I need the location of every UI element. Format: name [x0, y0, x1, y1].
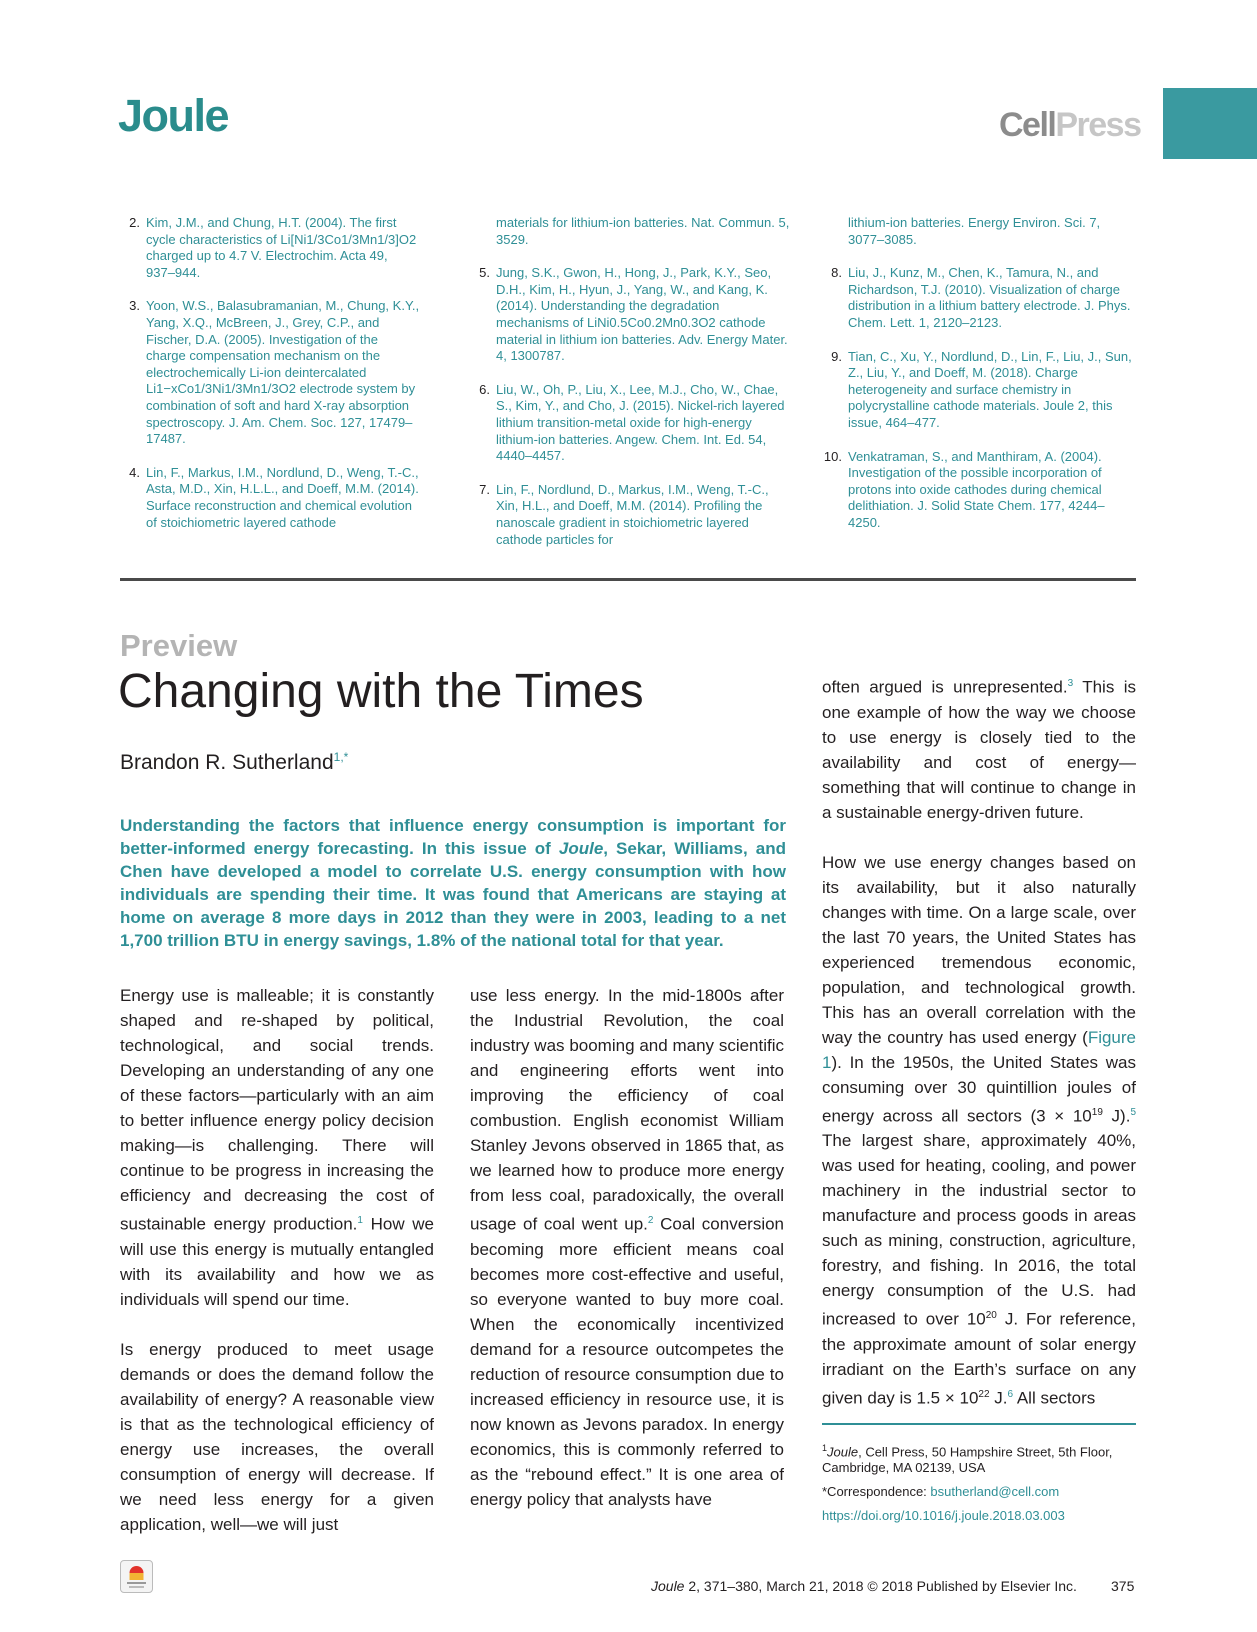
- page-number: 375: [1111, 1578, 1135, 1594]
- reference-text: Liu, J., Kunz, M., Chen, K., Tamura, N., and Richardson, T.J. (2010). Visualization of charge distribution in a lithium battery electrode. J. Phys. Chem. Lett. 1, 2120–2123.: [848, 265, 1131, 330]
- footer-citation: [651, 1578, 1077, 1594]
- reference-item[interactable]: [120, 465, 420, 531]
- reference-item[interactable]: [470, 482, 790, 548]
- section-label: Preview: [120, 628, 238, 663]
- reference-text: Lin, F., Nordlund, D., Markus, I.M., Weng, T.-C., Xin, H.L., and Doeff, M.M. (2014). Profiling the nanoscale gradient in stoichiometric layered cathode particles for: [496, 481, 769, 547]
- publisher-logo-part2: Press: [1055, 106, 1141, 144]
- doi-note: [822, 1508, 1136, 1524]
- corner-tab: [1163, 88, 1257, 159]
- affiliation-journal: Joule: [827, 1444, 859, 1460]
- abstract-text-a: Understanding the factors that influence energy consumption is important for better-informed energy forecasting. In this issue of: [120, 816, 786, 858]
- exponent: 22: [978, 1388, 990, 1400]
- paragraph: [120, 983, 434, 1312]
- reference-number: 4.: [129, 464, 140, 480]
- reference-item[interactable]: [822, 349, 1136, 432]
- article-title: Changing with the Times: [118, 665, 644, 718]
- paragraph-text: J. For reference, the approximate amount of solar energy irradiant on the Earth’s surface on any given day is 1.5 × 10: [822, 1309, 1136, 1408]
- body-column-3: [822, 671, 1136, 1436]
- reference-item[interactable]: [470, 382, 790, 465]
- body-column-1: [120, 983, 434, 1562]
- affiliation-note: [822, 1440, 1136, 1476]
- abstract-journal: Joule: [558, 839, 604, 858]
- paragraph: [822, 671, 1136, 825]
- paragraph-text: All sectors: [1013, 1388, 1096, 1408]
- paragraph-text: Coal conversion becoming more efficient means coal becomes more cost-effective and useful, so everyone wanted to buy more coal. When the economically incentivized demand for a resource outcompetes the reduction of resource consumption due to increased efficiency in resource use, it is now known as Jevons paradox. In energy economics, this is commonly referred to as the “rebound effect.” It is one area of energy policy that analysts have: [470, 1214, 785, 1509]
- paragraph-text: Is energy produced to meet usage demands or does the demand follow the availability of energy? A reasonable view is that as the technological efficiency of energy use increases, the overall consumption of energy will decrease. If we need less energy for a given application, well—we will just: [120, 1339, 434, 1534]
- reference-text: Liu, W., Oh, P., Liu, X., Lee, M.J., Cho, W., Chae, S., Kim, Y., and Cho, J. (2015). Nickel-rich layered lithium transition-metal oxide for high-energy lithium-ion batteries. Angew. Chem. Int. Ed. 54, 4440–4457.: [496, 381, 785, 464]
- reference-item[interactable]: [822, 265, 1136, 331]
- publisher-logo-part1: Cell: [999, 106, 1056, 144]
- correspondence-note: [822, 1484, 1136, 1500]
- footer-journal: Joule: [651, 1578, 685, 1594]
- reference-text: Lin, F., Markus, I.M., Nordlund, D., Weng, T.-C., Asta, M.D., Xin, H.L.L., and Doeff, M.M. (2014). Surface reconstruction and chemical evolution of stoichiometric layered cathode: [146, 464, 419, 530]
- paragraph-text: often argued is unrepresented.: [822, 677, 1068, 697]
- reference-item[interactable]: [470, 215, 790, 248]
- author-name[interactable]: Brandon R. Sutherland: [120, 751, 334, 774]
- reference-text: materials for lithium-ion batteries. Nat. Commun. 5, 3529.: [496, 215, 790, 247]
- footer-citation-text: 2, 371–380, March 21, 2018 © 2018 Published by Elsevier Inc.: [684, 1578, 1077, 1594]
- reference-item[interactable]: [822, 449, 1136, 532]
- reference-number: 8.: [831, 265, 842, 281]
- reference-text: Kim, J.M., and Chung, H.T. (2004). The first cycle characteristics of Li[Ni1/3Co1/3Mn1/3]O2 charged up to 4.7 V. Electrochim. Acta 49, 937–944.: [146, 215, 417, 280]
- check-for-updates-graphic: [121, 1561, 152, 1592]
- affiliation-marker: 1: [822, 1443, 828, 1453]
- reference-item[interactable]: [120, 215, 420, 281]
- references-col2: [470, 215, 790, 565]
- exponent: 20: [985, 1310, 997, 1322]
- figure-link[interactable]: Figure 1: [822, 1027, 1136, 1072]
- footnotes: [822, 1440, 1136, 1532]
- exponent: 19: [1091, 1106, 1103, 1118]
- references-col3: [822, 215, 1136, 549]
- paragraph-text: The largest share, approximately 40%, was used for heating, cooling, and power machinery in the industrial sector to manufacture and process goods in areas such as mining, construction, agriculture, forestry, and fishing. In 2016, the total energy consumption of the U.S. had increased to over 10: [822, 1131, 1136, 1329]
- citation-link[interactable]: 6: [1007, 1388, 1014, 1400]
- paragraph: [822, 850, 1136, 1411]
- check-for-updates-icon[interactable]: [120, 1560, 153, 1593]
- affiliation-text: , Cell Press, 50 Hampshire Street, 5th Floor, Cambridge, MA 02139, USA: [822, 1444, 1113, 1476]
- paragraph-text: Energy use is malleable; it is constantly shaped and re-shaped by political, technological, and social trends. Developing an understanding of any one of these factors—particularly with an aim to better influence energy policy decision making—is challenging. There will continue to be progress in increasing the efficiency and decreasing the cost of sustainable energy production.: [120, 986, 434, 1234]
- paragraph: [120, 1337, 434, 1537]
- reference-number: 9.: [831, 348, 842, 364]
- paragraph-text: J.: [989, 1388, 1008, 1408]
- reference-item[interactable]: [120, 298, 420, 447]
- paragraph-text: use less energy. In the mid-1800s after the Industrial Revolution, the coal industry was booming and many scientific and engineering efforts went into improving the efficiency of coal combustion. English economist William Stanley Jevons observed in 1865 that, as we learned how to produce more energy from less coal, paradoxically, the overall usage of coal went up.: [470, 986, 784, 1234]
- citation-link[interactable]: 5: [1130, 1106, 1136, 1118]
- correspondence-email-link[interactable]: bsutherland@cell.com: [930, 1484, 1060, 1500]
- reference-text: Tian, C., Xu, Y., Nordlund, D., Lin, F., Liu, J., Sun, Z., Liu, Y., and Doeff, M. (2018). Charge heterogeneity and surface chemistry in polycrystalline cathode materials. Joule 2, this issue, 464–477.: [848, 348, 1132, 430]
- reference-text: Yoon, W.S., Balasubramanian, M., Chung, K.Y., Yang, X.Q., McBreen, J., Grey, C.P., and Fischer, D.A. (2005). Investigation of the charge compensation mechanism on the electrochemically Li-ion deintercalated Li1−xCo1/3Ni1/3Mn1/3O2 electrode system by combination of soft and hard X-ray absorption spectroscopy. J. Am. Chem. Soc. 127, 17479–17487.: [146, 298, 420, 447]
- reference-text: Venkatraman, S., and Manthiram, A. (2004). Investigation of the possible incorporation of protons into oxide cathodes during chemical delithiation. J. Solid State Chem. 177, 4244–4250.: [848, 448, 1105, 530]
- citation-link[interactable]: 1: [357, 1215, 363, 1226]
- paragraph-text: J).: [1102, 1106, 1131, 1126]
- paragraph-text: This is one example of how the way we choose to use energy is closely tied to the availability and cost of energy—something that will continue to change in a sustainable energy-driven future.: [822, 677, 1136, 822]
- reference-text: lithium-ion batteries. Energy Environ. Sci. 7, 3077–3085.: [848, 215, 1101, 247]
- reference-text: Jung, S.K., Gwon, H., Hong, J., Park, K.Y., Seo, D.H., Kim, H., Hyun, J., Yang, W., and Kang, K. (2014). Understanding the degradation mechanisms of LiNi0.5Co0.2Mn0.3O2 cathode material in lithium ion batteries. Adv. Energy Mater. 4, 1300787.: [496, 265, 788, 364]
- references-col1: [120, 215, 420, 548]
- citation-link[interactable]: 3: [1067, 678, 1074, 689]
- paragraph-text: How we use energy changes based on its availability, but it also naturally changes with time. On a large scale, over the last 70 years, the United States has experienced tremendous economic, population, and technological growth. This has an overall correlation with the way the country has used energy (: [822, 852, 1136, 1047]
- correspondence-label: *Correspondence:: [822, 1484, 931, 1500]
- body-column-2: [470, 983, 784, 1537]
- reference-item[interactable]: [822, 215, 1136, 248]
- author-affiliation-marker[interactable]: 1,*: [333, 750, 349, 764]
- doi-link[interactable]: https://doi.org/10.1016/j.joule.2018.03.003: [822, 1508, 1065, 1524]
- footnote-divider: [822, 1423, 1136, 1425]
- abstract-text-b: , Sekar, Williams, and Chen have developed a model to correlate U.S. energy consumption with how individuals are spending their time. It was found that Americans are staying at home on average 8 more days in 2012 than they were in 2003, leading to a net 1,700 trillion BTU in energy savings, 1.8% of the national total for that year.: [120, 839, 786, 950]
- reference-item[interactable]: [470, 265, 790, 365]
- abstract: [120, 814, 786, 952]
- author-line: [120, 750, 348, 775]
- reference-number: 6.: [479, 381, 490, 397]
- paragraph: [470, 983, 784, 1512]
- journal-logo: Joule: [118, 90, 229, 141]
- paragraph-text: ). In the 1950s, the United States was consuming over 30 quintillion joules of energy across all sectors (3 × 10: [822, 1052, 1136, 1126]
- citation-link[interactable]: 2: [647, 1215, 654, 1226]
- reference-number: 5.: [479, 265, 490, 281]
- paragraph-text: How we will use this energy is mutually entangled with its availability and how we as individuals will spend our time.: [120, 1214, 435, 1309]
- reference-number: 3.: [129, 298, 140, 314]
- section-divider: [120, 578, 1136, 581]
- publisher-logo: [999, 106, 1141, 145]
- reference-number: 10.: [823, 448, 842, 464]
- reference-number: 7.: [479, 481, 490, 497]
- reference-number: 2.: [129, 215, 140, 230]
